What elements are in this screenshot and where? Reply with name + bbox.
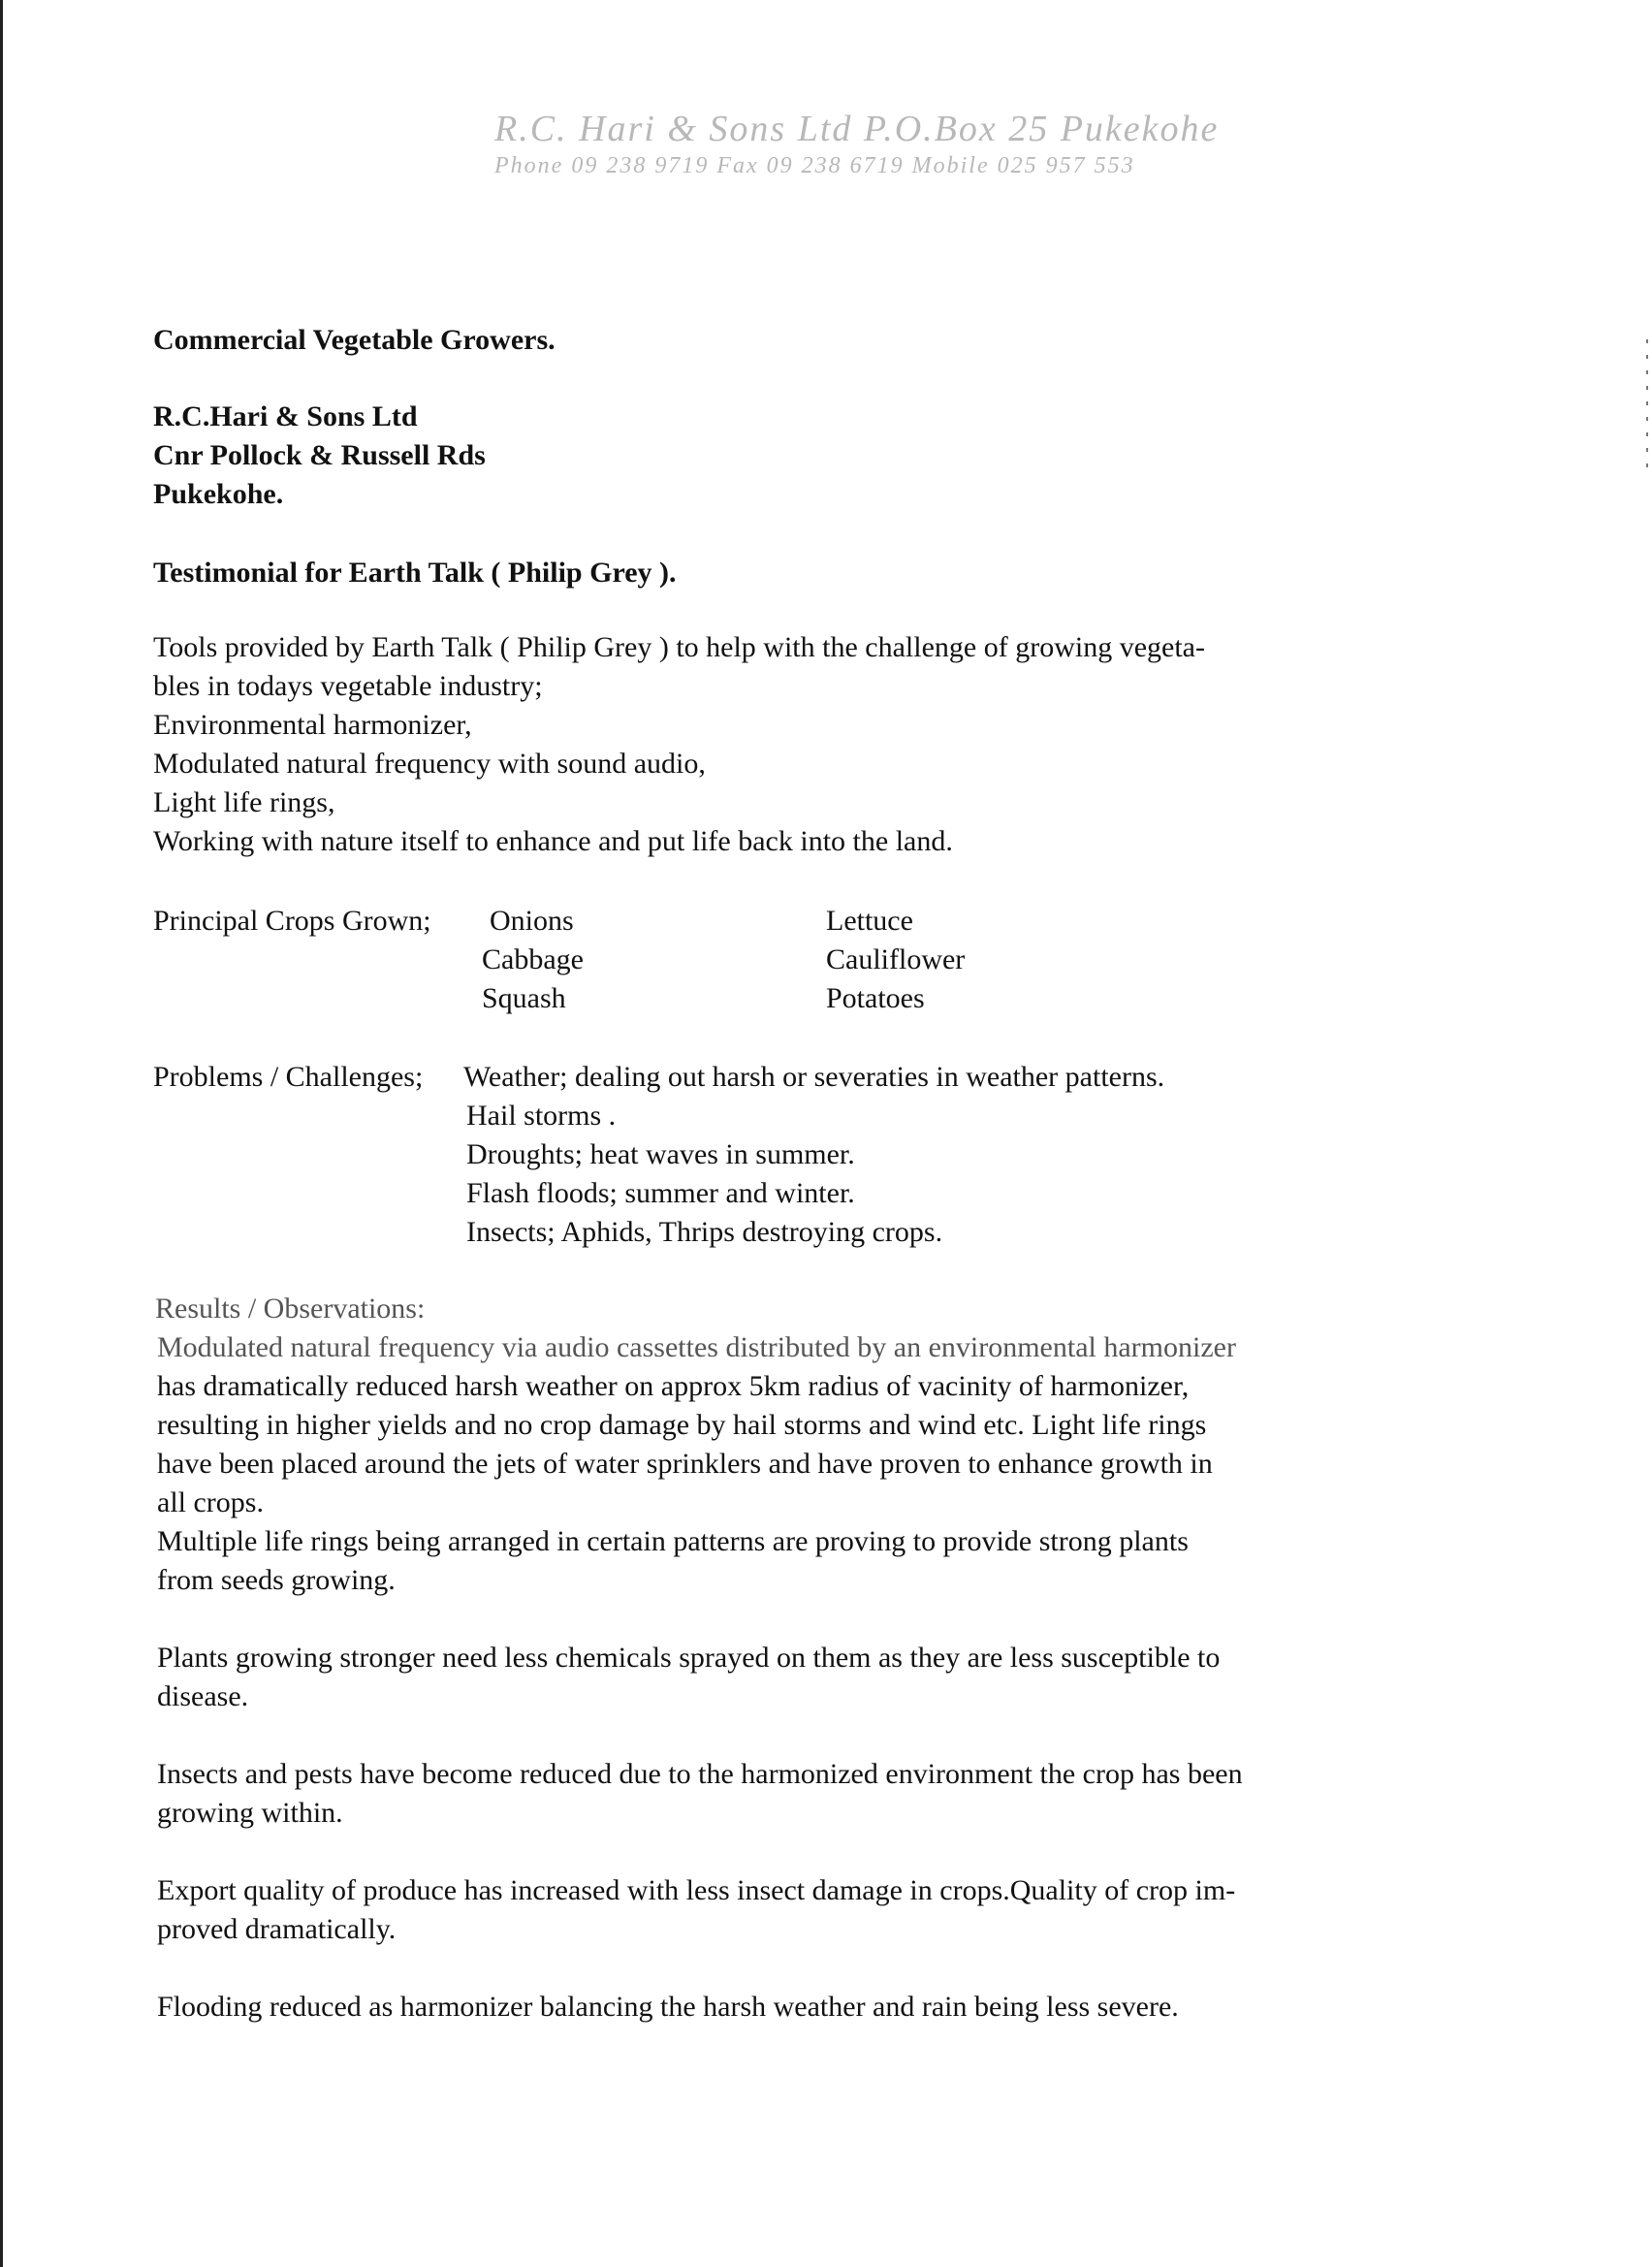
tools-line: Tools provided by Earth Talk ( Philip Grey ) to help with the challenge of growing vegeta-: [153, 631, 1205, 663]
results-line: growing within.: [157, 1797, 343, 1829]
results-line: all crops.: [157, 1486, 264, 1518]
results-line: have been placed around the jets of water sprinklers and have proven to enhance growth in: [157, 1448, 1213, 1480]
scan-edge-line: [0, 0, 3, 2267]
problems-list: [463, 1058, 1164, 1252]
problem-item: Flash floods; summer and winter.: [466, 1177, 855, 1209]
results-line: Multiple life rings being arranged in certain patterns are proving to provide strong plants: [157, 1525, 1189, 1557]
scan-edge-specks: [1646, 339, 1648, 475]
crops-column-2: [826, 902, 965, 1018]
crops-label: Principal Crops Grown;: [153, 905, 431, 937]
address-company: R.C.Hari & Sons Ltd: [153, 400, 418, 432]
problem-item: Droughts; heat waves in summer.: [466, 1138, 855, 1170]
letterhead-contact-line: Phone 09 238 9719 Fax 09 238 6719 Mobile 025 957 553: [494, 153, 1135, 178]
tools-line: Working with nature itself to enhance and put life back into the land.: [153, 825, 953, 857]
problem-item: Hail storms .: [466, 1100, 617, 1132]
testimonial-title-text: Testimonial for Earth Talk ( Philip Grey ).: [153, 557, 677, 589]
results-line: Export quality of produce has increased with less insect damage in crops.Quality of crop im-: [157, 1874, 1236, 1906]
results-body: [157, 1328, 1369, 2027]
crop-item: Lettuce: [826, 905, 913, 937]
problem-item: Weather; dealing out harsh or severaties in weather patterns.: [463, 1061, 1165, 1093]
crop-item: Cabbage: [482, 943, 584, 975]
crops-section: [153, 902, 1026, 1018]
tools-line: bles in todays vegetable industry;: [153, 670, 543, 702]
results-line: Insects and pests have become reduced due to the harmonized environment the crop has been: [157, 1758, 1243, 1790]
address-street: Cnr Pollock & Russell Rds: [153, 439, 486, 471]
problem-item: Insects; Aphids, Thrips destroying crops.: [466, 1216, 943, 1248]
crops-column-1: [482, 902, 584, 1018]
results-line: proved dramatically.: [157, 1913, 397, 1945]
address-town: Pukekohe.: [153, 478, 284, 510]
paragraph-gap: [157, 1716, 1369, 1755]
crop-item: Onions: [490, 905, 574, 937]
results-line: disease.: [157, 1680, 249, 1712]
results-line: resulting in higher yields and no crop damage by hail storms and wind etc. Light life rings: [157, 1409, 1207, 1441]
tools-paragraph: [153, 628, 1205, 861]
crop-item: Cauliflower: [826, 943, 966, 975]
testimonial-title: [153, 554, 677, 592]
document-heading: [153, 321, 556, 360]
problems-label: Problems / Challenges;: [153, 1061, 424, 1093]
tools-line: Modulated natural frequency with sound audio,: [153, 748, 706, 780]
results-line: Plants growing stronger need less chemicals sprayed on them as they are less susceptible to: [157, 1642, 1221, 1674]
tools-line: Light life rings,: [153, 786, 335, 818]
address-block: [153, 398, 486, 514]
results-line: has dramatically reduced harsh weather on approx 5km radius of vacinity of harmonizer,: [157, 1370, 1190, 1402]
results-line: Modulated natural frequency via audio cassettes distributed by an environmental harmonizer: [157, 1331, 1236, 1363]
results-line: from seeds growing.: [157, 1564, 396, 1596]
crop-item: Potatoes: [826, 982, 925, 1014]
results-line: Flooding reduced as harmonizer balancing the harsh weather and rain being less severe.: [157, 1991, 1179, 2023]
heading-text: Commercial Vegetable Growers.: [153, 324, 556, 356]
paragraph-gap: [157, 1600, 1369, 1639]
results-heading: Results / Observations:: [155, 1293, 426, 1325]
paragraph-gap: [157, 1949, 1369, 1988]
crop-item: Squash: [482, 982, 566, 1014]
tools-line: Environmental harmonizer,: [153, 709, 472, 741]
letterhead: [494, 107, 1406, 180]
letterhead-company-line: R.C. Hari & Sons Ltd P.O.Box 25 Pukekohe: [494, 109, 1220, 149]
paragraph-gap: [157, 1833, 1369, 1871]
